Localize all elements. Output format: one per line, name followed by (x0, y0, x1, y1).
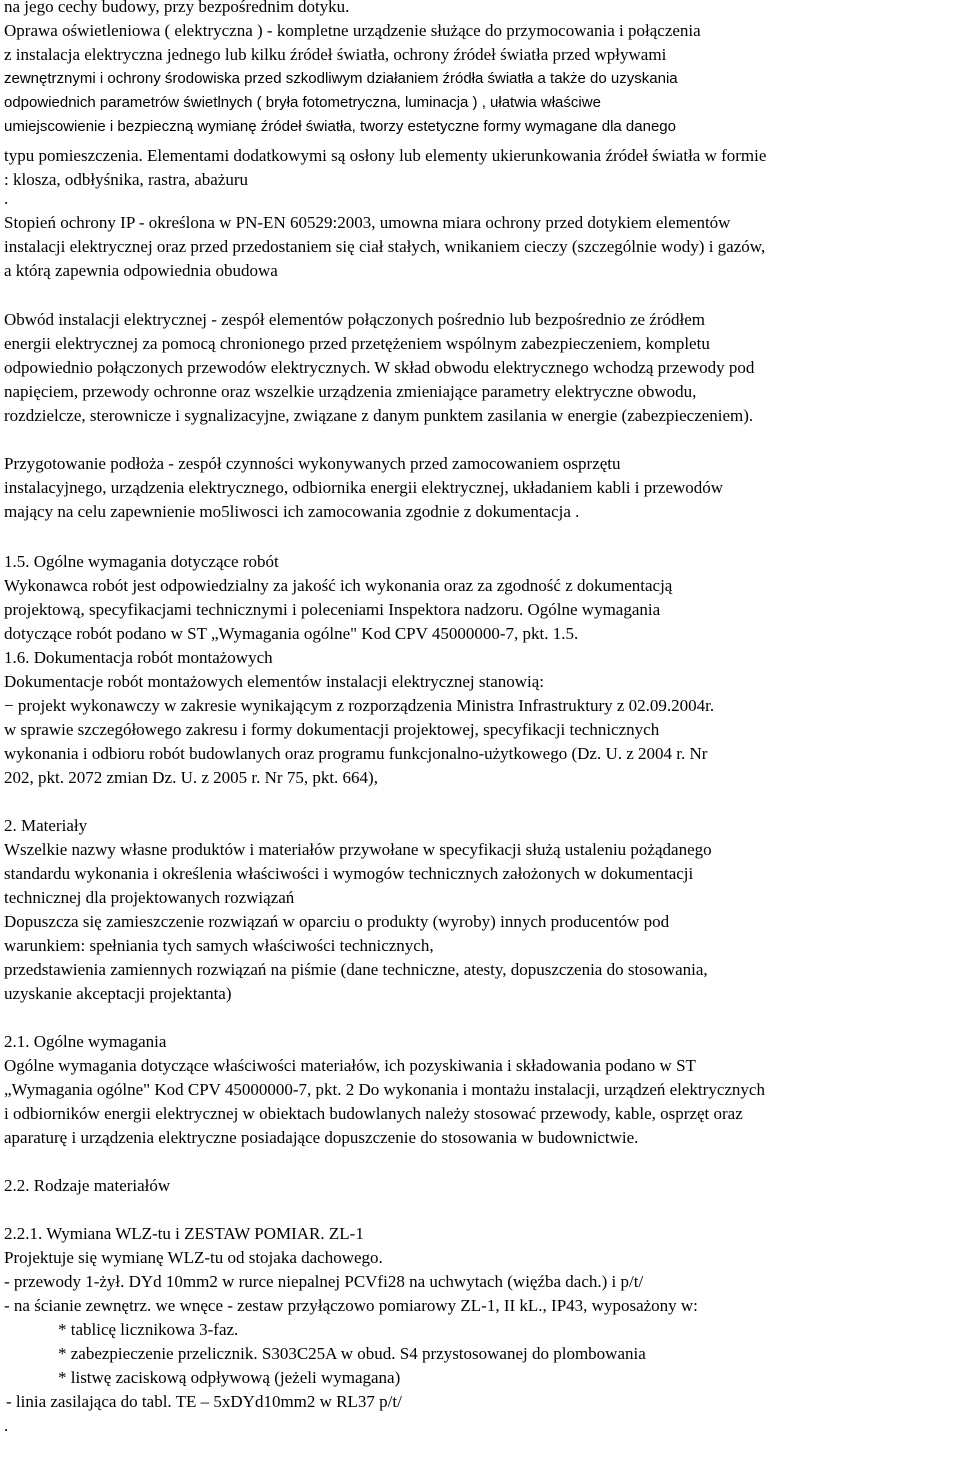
text-line: na jego cechy budowy, przy bezpośrednim dotyku. (4, 0, 350, 16)
text-line: rozdzielcze, sterownicze i sygnalizacyjne, związane z danym punktem zasilania w energie (zabezpieczeniem). (4, 406, 754, 425)
text-line: instalacyjnego, urządzenia elektrycznego, odbiornika energii elektrycznej, układaniem kabli i przewodów (4, 478, 724, 497)
text-line: typu pomieszczenia. Elementami dodatkowymi są osłony lub elementy ukierunkowania źródeł światła w formie (4, 146, 767, 165)
section-heading: 2.2. Rodzaje materiałów (4, 1176, 171, 1195)
definition-substrate: Przygotowanie podłoża - zespół czynności wykonywanych przed zamocowaniem osprzętu (4, 454, 621, 473)
text-line: i odbiorników energii elektrycznej w obiektach budowlanych należy stosować przewody, kable, osprzęt oraz (4, 1104, 743, 1123)
text-line: napięciem, przewody ochronne oraz wszelkie urządzenia zmieniające parametry elektryczne obwodu, (4, 382, 697, 401)
sub-list-item: * listwę zaciskową odpływową (jeżeli wymagana) (58, 1368, 401, 1387)
section-heading: 1.5. Ogólne wymagania dotyczące robót (4, 552, 279, 571)
text-line: odpowiednio połączonych przewodów elektrycznych. W skład obwodu elektrycznego wchodzą przewody pod (4, 358, 755, 377)
text-line: Wszelkie nazwy własne produktów i materiałów przywołane w specyfikacji służą ustaleniu pożądanego (4, 840, 712, 859)
text-line: Dokumentacje robót montażowych elementów instalacji elektrycznej stanowią: (4, 672, 545, 691)
text-line: mający na celu zapewnienie mo5liwosci ich zamocowania zgodnie z dokumentacja . (4, 502, 580, 521)
text-line: Projektuje się wymianę WLZ-tu od stojaka dachowego. (4, 1248, 383, 1267)
text-line: energii elektrycznej za pomocą chronionego przed przetężeniem wspólnym zabezpieczeniem, kompletu (4, 334, 710, 353)
sub-list-item: * zabezpieczenie przelicznik. S303C25A w obud. S4 przystosowanej do plombowania (58, 1344, 646, 1363)
text-line: : klosza, odbłyśnika, rastra, abażuru (4, 170, 249, 189)
text-line: dotyczące robót podano w ST „Wymagania ogólne" Kod CPV 45000000-7, pkt. 1.5. (4, 624, 579, 643)
text-line: zewnętrznymi i ochrony środowiska przed szkodliwym działaniem źródła światła a także do uzyskania (4, 70, 678, 87)
definition-ip: Stopień ochrony IP - określona w PN-EN 60529:2003, umowna miara ochrony przed dotykiem elementów (4, 213, 731, 232)
text-line: projektową, specyfikacjami technicznymi i poleceniami Inspektora nadzoru. Ogólne wymagania (4, 600, 661, 619)
text-line: warunkiem: spełniania tych samych właściwości technicznych, (4, 936, 434, 955)
sub-list-item: * tablicę licznikowa 3-faz. (58, 1320, 239, 1339)
text-line: . (4, 189, 9, 208)
text-line: aparaturę i urządzenia elektryczne posiadające dopuszczenie do stosowania w budownictwie. (4, 1128, 639, 1147)
text-line: „Wymagania ogólne" Kod CPV 45000000-7, pkt. 2 Do wykonania i montażu instalacji, urządzeń elektrycznych (4, 1080, 765, 1099)
text-line: w sprawie szczegółowego zakresu i formy dokumentacji projektowej, specyfikacji technicznych (4, 720, 660, 739)
text-line: uzyskanie akceptacji projektanta) (4, 984, 232, 1003)
section-heading: 2.2.1. Wymiana WLZ-tu i ZESTAW POMIAR. ZL-1 (4, 1224, 364, 1243)
list-item: - na ścianie zewnętrz. we wnęce - zestaw przyłączowo pomiarowy ZL-1, II kL., IP43, wyposażony w: (4, 1296, 698, 1315)
list-item: - linia zasilająca do tabl. TE – 5xDYd10mm2 w RL37 p/t/ (6, 1392, 402, 1411)
text-line: Ogólne wymagania dotyczące właściwości materiałów, ich pozyskiwania i składowania podano w ST (4, 1056, 696, 1075)
text-line: Dopuszcza się zamieszczenie rozwiązań w oparciu o produkty (wyroby) innych producentów pod (4, 912, 670, 931)
text-line: instalacji elektrycznej oraz przed przedostaniem się ciał stałych, wnikaniem cieczy (szczególnie wody) i gazów, (4, 237, 766, 256)
text-line: technicznej dla projektowanych rozwiązań (4, 888, 295, 907)
text-line: odpowiednich parametrów świetlnych ( bryła fotometryczna, luminacja ) , ułatwia właściwe (4, 94, 601, 111)
text-line: − projekt wykonawczy w zakresie wynikającym z rozporządzenia Ministra Infrastruktury z 02.09.2004r. (4, 696, 715, 715)
text-line: . (4, 1416, 9, 1435)
text-line: Wykonawca robót jest odpowiedzialny za jakość ich wykonania oraz za zgodność z dokumentacją (4, 576, 673, 595)
text-line: umiejscowienie i bezpieczną wymianę źródeł światła, tworzy estetyczne formy wymagane dla danego (4, 118, 676, 135)
text-line: a którą zapewnia odpowiednia obudowa (4, 261, 278, 280)
text-line: przedstawienia zamiennych rozwiązań na piśmie (dane techniczne, atesty, dopuszczenia do stosowania, (4, 960, 708, 979)
definition-circuit: Obwód instalacji elektrycznej - zespół elementów połączonych pośrednio lub bezpośrednio ze źródłem (4, 310, 706, 329)
section-heading: 2. Materiały (4, 816, 88, 835)
list-item: - przewody 1-żył. DYd 10mm2 w rurce niepalnej PCVfi28 na uchwytach (więźba dach.) i p/t/ (4, 1272, 644, 1291)
text-line: 202, pkt. 2072 zmian Dz. U. z 2005 r. Nr 75, pkt. 664), (4, 768, 378, 787)
text-line: standardu wykonania i określenia właściwości i wymogów technicznych założonych w dokumentacji (4, 864, 694, 883)
section-heading: 2.1. Ogólne wymagania (4, 1032, 167, 1051)
text-line: Oprawa oświetleniowa ( elektryczna ) - kompletne urządzenie służące do przymocowania i połączenia (4, 21, 701, 40)
section-heading: 1.6. Dokumentacja robót montażowych (4, 648, 273, 667)
text-line: wykonania i odbioru robót budowlanych oraz programu funkcjonalno-użytkowego (Dz. U. z 2004 r. Nr (4, 744, 708, 763)
text-line: z instalacja elektryczna jednego lub kilku źródeł światła, ochrony źródeł światła przed wpływami (4, 45, 667, 64)
